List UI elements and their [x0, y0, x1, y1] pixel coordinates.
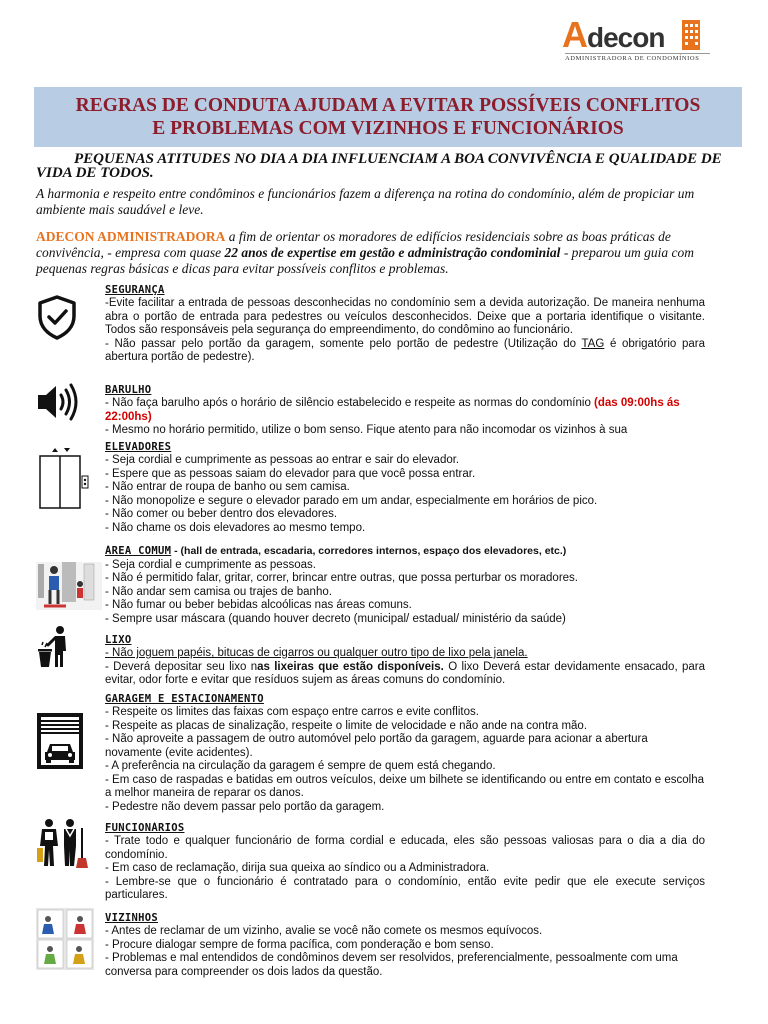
list-item: - Sempre usar máscara (quando houver decreto (municipal/ estadual/ ministério da saúde)	[105, 612, 566, 625]
intro-subheading: PEQUENAS ATITUDES NO DIA A DIA INFLUENCIAM A BOA CONVIVÊNCIA E QUALIDADE DE VIDA DE TODOS.	[36, 151, 722, 181]
section-text: - Não passar pelo portão da garagem, somente pelo portão de pedestre (Utilização do TAG é obrigatório para abertura portão de pedestre).	[105, 337, 705, 363]
list-item: - Respeite os limites das faixas com espaço entre carros e evite conflitos.	[105, 706, 479, 718]
silence-hours: (das 09:00hs ás 22:00hs)	[105, 397, 680, 423]
company-logo	[562, 16, 712, 66]
section-title: FUNCIONÁRIOS	[105, 822, 185, 834]
list-item: - Seja cordial e cumprimente as pessoas.	[105, 558, 316, 571]
intro-paragraph-2: ADECON ADMINISTRADORA a fim de orientar os moradores de edifícios residenciais sobre as boas práticas de convivência, - empresa com quase 22 anos de expertise em gestão e administração condominial - preparou um guia com pequenas regras básicas e dicas para evitar possíveis conflitos e problemas.	[36, 229, 695, 276]
title-line-1: REGRAS DE CONDUTA AJUDAM A EVITAR POSSÍVEIS CONFLITOS	[75, 95, 701, 116]
list-item: - Não andar sem camisa ou trajes de banho.	[105, 585, 332, 598]
list-item: - Em caso de reclamação, dirija sua queixa ao síndico ou a Administradora.	[105, 862, 490, 874]
list-item: - Não é permitido falar, gritar, correr, brincar entre outras, que possa perturbar os moradores.	[105, 572, 578, 584]
list-item: - Respeite as placas de sinalização, respeite o limite de velocidade e não ande na contra mão.	[105, 719, 588, 732]
page-title	[76, 94, 701, 140]
section-barulho	[105, 384, 705, 438]
section-title: BARULHO	[105, 384, 152, 396]
list-item: - Procure dialogar sempre de forma pacífica, com ponderação e bom senso.	[105, 938, 494, 951]
intro-paragraph: A harmonia e respeito entre condôminos e funcionários fazem a diferença na rotina do condomínio, além de propiciar um ambiente mais saudável e leve.	[36, 186, 695, 217]
section-funcionarios	[105, 822, 705, 903]
list-item: - Pedestre não devem passar pelo portão da garagem.	[105, 800, 385, 813]
list-item: - A preferência na circulação da garagem é sempre de quem está chegando.	[105, 760, 496, 772]
section-title: LIXO	[105, 634, 132, 646]
section-title: VIZINHOS	[105, 912, 158, 924]
neighbors-icon	[36, 908, 94, 970]
list-item: - Em caso de raspadas e batidas em outros veículos, deixe um bilhete se identificando ou entre em contato e escolha a melhor maneira de reparar os danos.	[105, 773, 704, 799]
list-item: - Problemas e mal entendidos de condôminos devem ser resolvidos, preferencialmente, pessoalmente com uma conversa para compreender os dois lados da questão.	[105, 952, 678, 978]
speaker-sound-icon	[36, 382, 80, 422]
section-garagem	[105, 693, 705, 814]
list-item: - Não joguem papéis, bitucas de cigarros ou qualquer outro tipo de lixo pela janela.	[105, 647, 528, 659]
building-icon	[682, 20, 700, 50]
list-item: - Deverá depositar seu lixo nas lixeiras que estão disponíveis. O lixo Deverá estar devidamente ensacado, para evitar, odor forte e evitar que resíduos sujem as áreas comuns do condomínio.	[105, 660, 705, 686]
list-item: - Não monopolize e segure o elevador parado em um andar, especialmente em horários de pico.	[105, 494, 598, 507]
garage-car-icon	[36, 712, 84, 770]
company-name: ADECON ADMINISTRADORA	[36, 229, 226, 244]
section-title: ELEVADORES	[105, 441, 172, 453]
section-vizinhos	[105, 912, 705, 979]
section-seguranca	[105, 284, 705, 365]
logo-wordmark: Adecon	[562, 14, 665, 55]
elevator-icon	[36, 446, 90, 510]
section-title: ÁREA COMUM	[105, 545, 172, 557]
list-item: - Espere que as pessoas saiam do elevador para que você possa entrar.	[105, 467, 476, 480]
list-item: - Antes de reclamar de um vizinho, avalie se você não comete os mesmos equívocos.	[105, 925, 543, 937]
section-title: SEGURANÇA	[105, 284, 165, 296]
section-area-comum	[105, 545, 705, 625]
list-item: - Seja cordial e cumprimente as pessoas ao entrar e sair do elevador.	[105, 454, 460, 466]
list-item: - Não fumar ou beber bebidas alcoólicas nas áreas comuns.	[105, 599, 412, 611]
section-title: GARAGEM E ESTACIONAMENTO	[105, 693, 264, 705]
list-item: - Lembre-se que o funcionário é contratado para o condomínio, então evite pedir que ele execute serviços particulares.	[105, 875, 705, 901]
logo-subtitle: ADMINISTRADORA DE CONDOMÍNIOS	[565, 53, 710, 62]
common-area-icon	[36, 560, 102, 612]
shield-check-icon	[36, 294, 78, 340]
list-item: - Não chame os dois elevadores ao mesmo tempo.	[105, 521, 366, 534]
section-lixo	[105, 634, 705, 688]
section-text: - Não faça barulho após o horário de silêncio estabelecido e respeite as normas do condomínio (das 09:00hs ás 22:00hs)	[105, 397, 680, 423]
list-item: - Não entrar de roupa de banho ou sem camisa.	[105, 481, 350, 493]
list-item: - Não aproveite a passagem de outro automóvel pelo portão da garagem, aguarde para acionar a abertura novamente (evite acidentes).	[105, 733, 648, 759]
list-item: - Trate todo e qualquer funcionário de forma cordial e educada, eles são pessoas valiosas para o dia a dia do condomínio.	[105, 835, 705, 861]
section-elevadores	[105, 441, 705, 535]
title-line-2: E PROBLEMAS COM VIZINHOS E FUNCIONÁRIOS	[152, 118, 624, 139]
section-subtitle: - (hall de entrada, escadaria, corredores internos, espaço dos elevadores, etc.)	[171, 545, 567, 557]
list-item: - Não comer ou beber dentro dos elevadores.	[105, 508, 338, 520]
section-text: - Mesmo no horário permitido, utilize o bom senso. Fique atento para não incomodar os vizinhos à sua	[105, 424, 628, 436]
section-text: -Evite facilitar a entrada de pessoas desconhecidas no condomínio sem a devida autorização. De maneira nenhuma abra o portão de entrada para pedestres ou veículos desconhecidos. Deixe que a portaria identifique o visitante. Todos são responsáveis pela segurança do empreendimento, do condômino ao funcionário.	[105, 297, 705, 336]
title-banner	[34, 87, 742, 147]
staff-icon	[36, 818, 98, 870]
trash-disposal-icon	[36, 625, 72, 669]
